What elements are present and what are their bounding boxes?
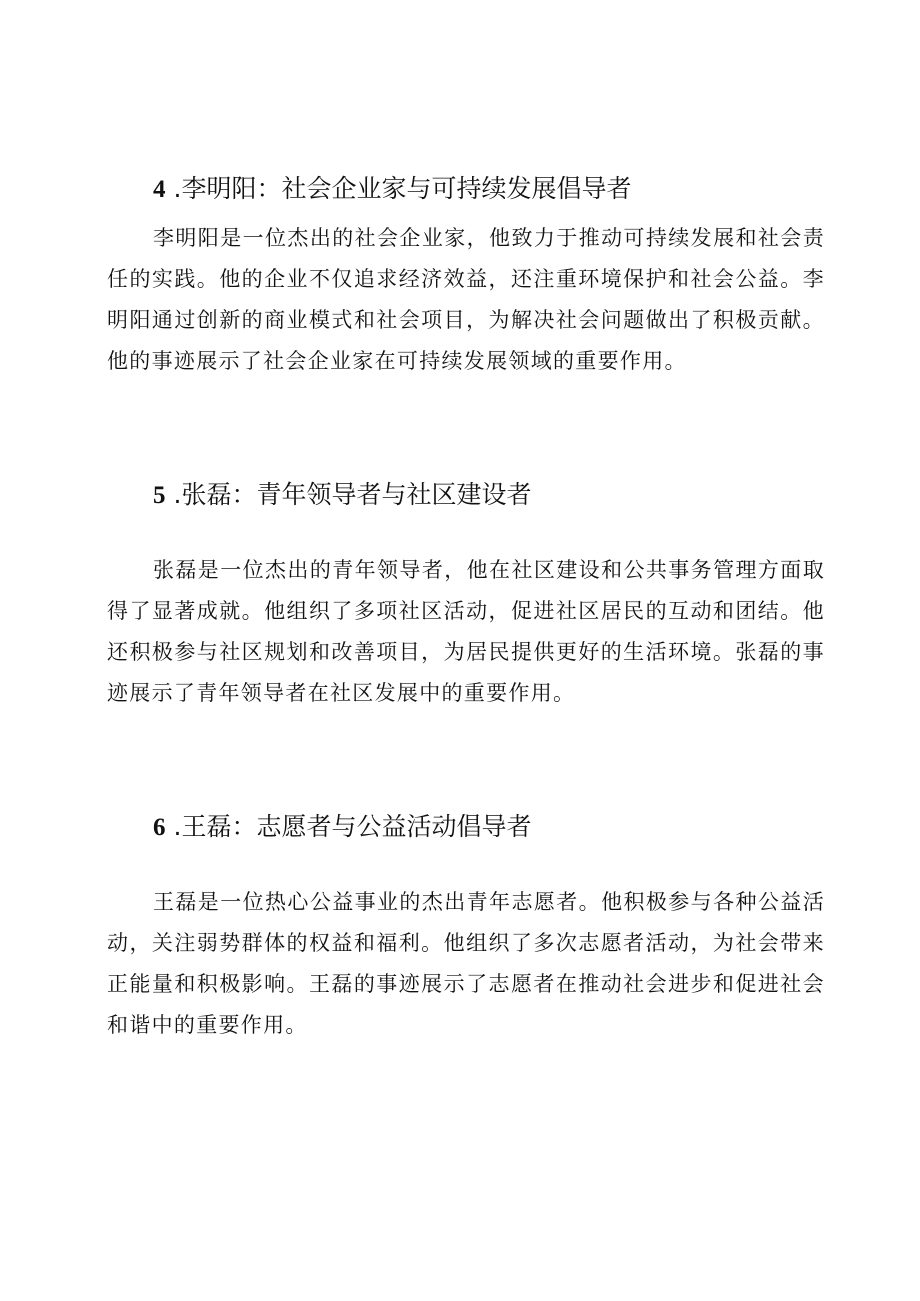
section-paragraph: 李明阳是一位杰出的社会企业家，他致力于推动可持续发展和社会责任的实践。他的企业不仅追求经济效益，还注重环境保护和社会公益。李明阳通过创新的商业模式和社会项目，为解决社会问题做出了积极贡献。他的事迹展示了社会企业家在可持续发展领域的重要作用。 [107, 226, 825, 373]
section-number: 5 [153, 482, 166, 509]
section-number: 6 [153, 814, 166, 841]
section-paragraph: 王磊是一位热心公益事业的杰出青年志愿者。他积极参与各种公益活动，关注弱势群体的权益和福利。他组织了多次志愿者活动，为社会带来正能量和积极影响。王磊的事迹展示了志愿者在推动社会进步和促进社会和谐中的重要作用。 [107, 890, 825, 1037]
section-heading [153, 810, 531, 845]
section-heading [153, 478, 531, 513]
section-title: .李明阳：社会企业家与可持续发展倡导者 [173, 174, 632, 203]
section-title: .王磊：志愿者与公益活动倡导者 [173, 812, 532, 841]
section-number: 4 [153, 176, 166, 203]
section-paragraph: 张磊是一位杰出的青年领导者，他在社区建设和公共事务管理方面取得了显著成就。他组织了多项社区活动，促进社区居民的互动和团结。他还积极参与社区规划和改善项目，为居民提供更好的生活环境。张磊的事迹展示了青年领导者在社区发展中的重要作用。 [107, 558, 825, 705]
section-title: .张磊：青年领导者与社区建设者 [173, 480, 532, 509]
section-heading [153, 172, 631, 207]
